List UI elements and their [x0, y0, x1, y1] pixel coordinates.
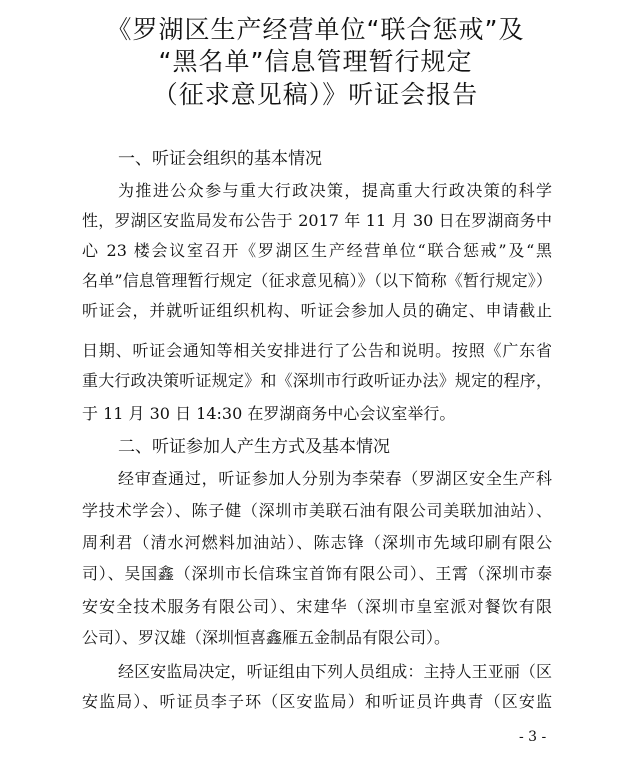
paragraph-line: 司）、吴国鑫（深圳市长信珠宝首饰有限公司）、王霄（深圳市泰: [82, 564, 552, 583]
paragraph-line: 于 11 月 30 日 14:30 在罗湖商务中心会议室举行。: [82, 404, 456, 423]
paragraph-line: 周利君（清水河燃料加油站）、陈志锋（深圳市先域印刷有限公: [82, 533, 552, 552]
section-1-heading: 一、听证会组织的基本情况: [118, 149, 322, 169]
paragraph-line: 听证会，并就听证组织机构、听证会参加人员的确定、申请截止: [82, 301, 552, 320]
document-title-line-1: 《罗湖区生产经营单位“联合惩戒”及: [106, 15, 525, 44]
paragraph-line: 心 23 楼会议室召开《罗湖区生产经营单位“联合惩戒”及“黑: [82, 241, 552, 260]
paragraph-line: 重大行政决策听证规定》和《深圳市行政听证办法》规定的程序，: [82, 371, 552, 390]
page-number: - 3 -: [519, 729, 547, 745]
paragraph-line: 安安全技术服务有限公司）、宋建华（深圳市皇室派对餐饮有限: [82, 597, 552, 616]
paragraph-line: 学技术学会）、陈子健（深圳市美联石油有限公司美联加油站）、: [82, 501, 552, 520]
paragraph-line: 日期、听证会通知等相关安排进行了公告和说明。按照《广东省: [82, 341, 552, 360]
paragraph-line: 名单”信息管理暂行规定（征求意见稿）》（以下简称《暂行规定》）: [82, 271, 552, 290]
section-2-heading: 二、听证参加人产生方式及基本情况: [118, 437, 390, 457]
paragraph-line: 经审查通过，听证参加人分别为李荣春（罗湖区安全生产科: [118, 469, 552, 488]
paragraph-line: 经区安监局决定，听证组由下列人员组成：主持人王亚丽（区: [118, 662, 552, 681]
paragraph-line: 为推进公众参与重大行政决策，提高重大行政决策的科学: [118, 181, 552, 200]
document-title-line-3: （征求意见稿）》听证会报告: [152, 80, 479, 109]
paragraph-line: 安监局）、听证员李子环（区安监局）和听证员许典青（区安监: [82, 692, 552, 711]
paragraph-line: 公司）、罗汉雄（深圳恒喜鑫雁五金制品有限公司）。: [82, 628, 451, 647]
paragraph-line: 性，罗湖区安监局发布公告于 2017 年 11 月 30 日在罗湖商务中: [82, 211, 552, 230]
document-title-line-2: “黑名单”信息管理暂行规定: [158, 47, 473, 76]
